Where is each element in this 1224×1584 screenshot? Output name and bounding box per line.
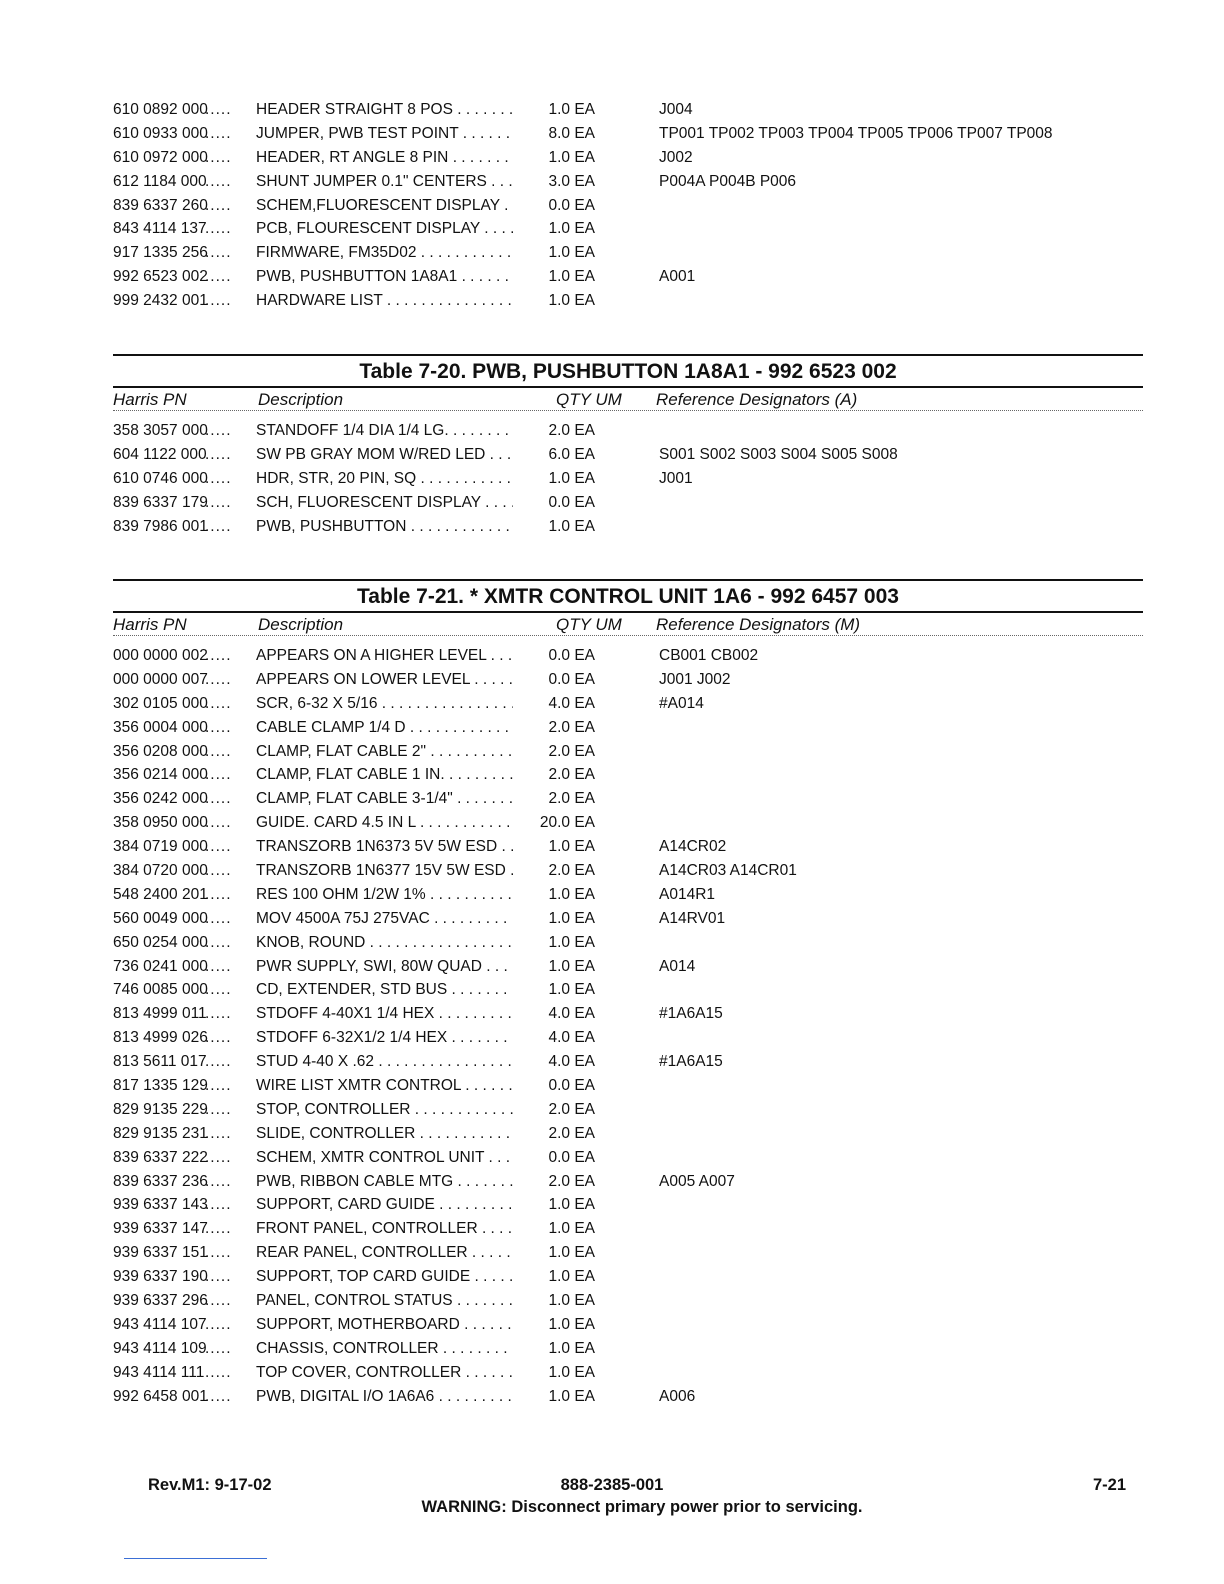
table-7-21-rows (113, 644, 1143, 1409)
table-row (113, 1146, 1143, 1170)
leader-dots: ..... (205, 124, 232, 142)
part-number: 813 5611 017 (113, 1053, 207, 1071)
reference-designators: #A014 (659, 694, 704, 712)
quantity-unit: 1.0 EA (513, 835, 595, 859)
part-number: 650 0254 000 (113, 933, 208, 951)
part-description: SUPPORT, MOTHERBOARD . . . (256, 1313, 546, 1337)
leader-dots: ..... (205, 1124, 232, 1142)
part-description: STUD 4-40 X .62 . . . (256, 1050, 546, 1074)
leader-dots: ..... (205, 1077, 232, 1095)
table-row (113, 515, 1143, 539)
leader-dots: ..... (205, 1315, 232, 1333)
safety-warning: WARNING: Disconnect primary power prior to servicing. (421, 1498, 863, 1516)
part-number: 610 0972 000 (113, 148, 208, 166)
table-row (113, 491, 1143, 515)
part-number: 917 1335 256 (113, 244, 208, 262)
quantity-unit: 0.0 EA (513, 194, 595, 218)
table-row (113, 1050, 1143, 1074)
part-number: 000 0000 007 (113, 670, 208, 688)
column-header-reference-designators: Reference Designators (A) (656, 390, 858, 409)
part-description: SCH, FLUORESCENT DISPLAY . . . (256, 491, 546, 515)
quantity-unit: 1.0 EA (513, 217, 595, 241)
leader-dots: ..... (205, 933, 232, 951)
part-description: FRONT PANEL, CONTROLLER . . . (256, 1217, 546, 1241)
quantity-unit: 1.0 EA (513, 907, 595, 931)
table-row (113, 931, 1143, 955)
table-row (113, 763, 1143, 787)
quantity-unit: 1.0 EA (513, 467, 595, 491)
table-row (113, 170, 1143, 194)
reference-designators: #1A6A15 (659, 1005, 723, 1023)
leader-dots: ..... (205, 790, 232, 808)
part-description: CHASSIS, CONTROLLER . . . (256, 1337, 546, 1361)
part-number: 817 1335 129 (113, 1077, 208, 1095)
table-row (113, 859, 1143, 883)
part-number: 358 0950 000 (113, 814, 208, 832)
part-number: 356 0208 000 (113, 742, 208, 760)
table-row (113, 1122, 1143, 1146)
leader-dots: ..... (205, 694, 232, 712)
table-row (113, 1002, 1143, 1026)
leader-dots: ..... (205, 1268, 232, 1286)
quantity-unit: 3.0 EA (513, 170, 595, 194)
part-description: HEADER STRAIGHT 8 POS . . . (256, 98, 546, 122)
part-description: SCHEM,FLUORESCENT DISPLAY . . . (256, 194, 546, 218)
quantity-unit: 1.0 EA (513, 1193, 595, 1217)
table-row (113, 419, 1143, 443)
table-7-20-header (113, 354, 1143, 411)
leader-dots: ..... (205, 1339, 232, 1357)
reference-designators: A014R1 (659, 885, 716, 903)
part-number: 000 0000 002 (113, 647, 208, 664)
part-description: RES 100 OHM 1/2W 1% . . . (256, 883, 546, 907)
leader-dots: ..... (205, 445, 232, 463)
reference-designators: CB001 CB002 (659, 647, 759, 664)
table-row (113, 716, 1143, 740)
part-number: 302 0105 000 (113, 694, 208, 712)
reference-designators: A014 (659, 957, 696, 975)
leader-dots: ..... (205, 838, 232, 856)
leader-dots: ..... (205, 670, 232, 688)
part-description: STANDOFF 1/4 DIA 1/4 LG. . . . (256, 419, 546, 443)
table-row (113, 1337, 1143, 1361)
quantity-unit: 1.0 EA (513, 1217, 595, 1241)
part-description: HEADER, RT ANGLE 8 PIN . . . (256, 146, 546, 170)
part-description: CD, EXTENDER, STD BUS . . . (256, 978, 546, 1002)
reference-designators: S001 S002 S003 S004 S005 S008 (659, 445, 898, 463)
part-description: SUPPORT, TOP CARD GUIDE . . . (256, 1265, 546, 1289)
quantity-unit: 1.0 EA (513, 1265, 595, 1289)
reference-designators: P004A P004B P006 (659, 172, 797, 190)
table-row (113, 740, 1143, 764)
leader-dots: ..... (205, 196, 232, 214)
leader-dots: ..... (205, 1244, 232, 1262)
leader-dots: ..... (205, 172, 232, 190)
table-row (113, 122, 1143, 146)
part-description: PCB, FLOURESCENT DISPLAY . . . (256, 217, 546, 241)
table-row (113, 787, 1143, 811)
quantity-unit: 4.0 EA (513, 1002, 595, 1026)
leader-dots: ..... (205, 885, 232, 903)
quantity-unit: 6.0 EA (513, 443, 595, 467)
part-number: 992 6458 001 (113, 1387, 208, 1405)
page-number: 7-21 (1093, 1476, 1127, 1494)
revision-label: Rev.M1: 9-17-02 (148, 1476, 272, 1494)
leader-dots: ..... (205, 148, 232, 166)
reference-designators: A14CR02 (659, 838, 727, 856)
leader-dots: ..... (205, 1220, 232, 1238)
part-number: 356 0242 000 (113, 790, 208, 808)
leader-dots: ..... (205, 220, 232, 238)
table-row (113, 146, 1143, 170)
part-description: SUPPORT, CARD GUIDE . . . (256, 1193, 546, 1217)
part-description: PWB, PUSHBUTTON 1A8A1 . . . (256, 265, 546, 289)
leader-dots: ..... (205, 1100, 232, 1118)
leader-dots: ..... (205, 647, 232, 664)
leader-dots: ..... (205, 909, 232, 927)
part-description: JUMPER, PWB TEST POINT . . . (256, 122, 546, 146)
part-number: 610 0892 000 (113, 101, 208, 118)
quantity-unit: 1.0 EA (513, 265, 595, 289)
quantity-unit: 0.0 EA (513, 644, 595, 668)
leader-dots: ..... (205, 292, 232, 310)
column-header-qty-um: QTY UM (556, 390, 622, 409)
table-7-21-header (113, 579, 1143, 636)
reference-designators: #1A6A15 (659, 1053, 723, 1071)
part-number: 843 4114 137 (113, 220, 207, 238)
quantity-unit: 1.0 EA (513, 883, 595, 907)
table-row (113, 811, 1143, 835)
quantity-unit: 2.0 EA (513, 1098, 595, 1122)
table-row (113, 978, 1143, 1002)
leader-dots: ..... (205, 1292, 232, 1310)
quantity-unit: 4.0 EA (513, 692, 595, 716)
reference-designators: J001 J002 (659, 670, 731, 688)
quantity-unit: 1.0 EA (513, 1241, 595, 1265)
quantity-unit: 8.0 EA (513, 122, 595, 146)
leader-dots: ..... (205, 1053, 232, 1071)
leader-dots: ..... (205, 422, 232, 439)
part-number: 839 6337 222 (113, 1148, 208, 1166)
part-description: CLAMP, FLAT CABLE 1 IN. . . . (256, 763, 546, 787)
part-number: 943 4114 107 (113, 1315, 207, 1333)
column-header-reference-designators: Reference Designators (M) (656, 615, 861, 634)
part-number: 746 0085 000 (113, 981, 208, 999)
reference-designators: A14CR03 A14CR01 (659, 862, 797, 880)
footnote-rule (124, 1558, 267, 1559)
quantity-unit: 2.0 EA (513, 763, 595, 787)
quantity-unit: 1.0 EA (513, 241, 595, 265)
part-description: SW PB GRAY MOM W/RED LED . . . (256, 443, 546, 467)
part-description: TRANSZORB 1N6377 15V 5W ESD . . . (256, 859, 546, 883)
part-number: 939 6337 147 (113, 1220, 208, 1238)
part-description: REAR PANEL, CONTROLLER . . . (256, 1241, 546, 1265)
table-7-21-title: Table 7-21. * XMTR CONTROL UNIT 1A6 - 992 6457 003 (357, 585, 899, 608)
table-row (113, 1074, 1143, 1098)
part-number: 839 6337 260 (113, 196, 208, 214)
quantity-unit: 1.0 EA (513, 955, 595, 979)
table-row (113, 1361, 1143, 1385)
leader-dots: ..... (205, 268, 232, 286)
part-description: MOV 4500A 75J 275VAC . . . (256, 907, 546, 931)
part-description: PWB, RIBBON CABLE MTG . . . (256, 1170, 546, 1194)
quantity-unit: 1.0 EA (513, 1385, 595, 1409)
part-number: 829 9135 231 (113, 1124, 208, 1142)
leader-dots: ..... (205, 1148, 232, 1166)
leader-dots: ..... (205, 1196, 232, 1214)
part-description: FIRMWARE, FM35D02 . . . (256, 241, 546, 265)
part-number: 358 3057 000 (113, 422, 208, 439)
part-description: PWB, DIGITAL I/O 1A6A6 . . . (256, 1385, 546, 1409)
column-header-description: Description (258, 615, 344, 634)
table-row (113, 1265, 1143, 1289)
quantity-unit: 2.0 EA (513, 716, 595, 740)
part-number: 813 4999 011 (113, 1005, 207, 1023)
part-description: SHUNT JUMPER 0.1" CENTERS . . . (256, 170, 546, 194)
table-row (113, 1098, 1143, 1122)
part-number: 560 0049 000 (113, 909, 208, 927)
quantity-unit: 2.0 EA (513, 859, 595, 883)
table-7-20-title: Table 7-20. PWB, PUSHBUTTON 1A8A1 - 992 6523 002 (359, 360, 897, 383)
quantity-unit: 0.0 EA (513, 1074, 595, 1098)
column-header-qty-um: QTY UM (556, 615, 622, 634)
part-number: 610 0933 000 (113, 124, 208, 142)
reference-designators: TP001 TP002 TP003 TP004 TP005 TP006 TP007 TP008 (659, 124, 1053, 142)
table-7-21-column-headers (113, 613, 1143, 636)
part-number: 939 6337 296 (113, 1292, 208, 1310)
part-number: 943 4114 109 (113, 1339, 207, 1357)
part-number: 939 6337 143 (113, 1196, 208, 1214)
part-description: PANEL, CONTROL STATUS . . . (256, 1289, 546, 1313)
table-row (113, 1385, 1143, 1409)
quantity-unit: 2.0 EA (513, 1122, 595, 1146)
table-row (113, 98, 1143, 122)
table-row (113, 443, 1143, 467)
part-description: CLAMP, FLAT CABLE 3-1/4" . . . (256, 787, 546, 811)
part-description: WIRE LIST XMTR CONTROL . . . (256, 1074, 546, 1098)
leader-dots: ..... (205, 766, 232, 784)
part-number: 939 6337 190 (113, 1268, 208, 1286)
table-row (113, 1313, 1143, 1337)
leader-dots: ..... (205, 469, 232, 487)
table-row (113, 241, 1143, 265)
quantity-unit: 1.0 EA (513, 289, 595, 313)
leader-dots: ..... (205, 101, 232, 118)
reference-designators: A006 (659, 1387, 696, 1405)
part-description: PWB, PUSHBUTTON . . . (256, 515, 546, 539)
leader-dots: ..... (205, 517, 232, 535)
part-description: KNOB, ROUND . . . (256, 931, 546, 955)
reference-designators: J002 (659, 148, 693, 166)
table-row (113, 265, 1143, 289)
table-row (113, 1170, 1143, 1194)
part-description: GUIDE. CARD 4.5 IN L . . . (256, 811, 546, 835)
table-row (113, 955, 1143, 979)
part-description: CABLE CLAMP 1/4 D . . . (256, 716, 546, 740)
table-row (113, 883, 1143, 907)
part-number: 829 9135 229 (113, 1100, 208, 1118)
leader-dots: ..... (205, 814, 232, 832)
part-description: HDR, STR, 20 PIN, SQ . . . (256, 467, 546, 491)
part-number: 356 0214 000 (113, 766, 208, 784)
table-row (113, 194, 1143, 218)
column-header-description: Description (258, 390, 344, 409)
quantity-unit: 2.0 EA (513, 787, 595, 811)
part-number: 939 6337 151 (113, 1244, 208, 1262)
part-description: CLAMP, FLAT CABLE 2" . . . (256, 740, 546, 764)
part-number: 384 0720 000 (113, 862, 208, 880)
quantity-unit: 1.0 EA (513, 931, 595, 955)
table-row (113, 1241, 1143, 1265)
table-row (113, 907, 1143, 931)
table-row (113, 1289, 1143, 1313)
part-number: 839 6337 179 (113, 493, 208, 511)
part-number: 839 6337 236 (113, 1172, 208, 1190)
leader-dots: ..... (205, 1029, 232, 1047)
quantity-unit: 1.0 EA (513, 1289, 595, 1313)
reference-designators: A005 A007 (659, 1172, 735, 1190)
leader-dots: ..... (205, 1363, 232, 1381)
quantity-unit: 1.0 EA (513, 146, 595, 170)
reference-designators: A001 (659, 268, 696, 286)
leader-dots: ..... (205, 1387, 232, 1405)
quantity-unit: 0.0 EA (513, 1146, 595, 1170)
leader-dots: ..... (205, 244, 232, 262)
table-7-20-column-headers (113, 388, 1143, 411)
part-number: 610 0746 000 (113, 469, 208, 487)
continued-parts-list (113, 98, 1143, 313)
part-number: 612 1184 000 (113, 172, 207, 190)
part-number: 943 4114 111 (113, 1363, 205, 1381)
part-description: SCHEM, XMTR CONTROL UNIT . . . (256, 1146, 546, 1170)
part-description: APPEARS ON LOWER LEVEL . . . (256, 668, 546, 692)
part-description: HARDWARE LIST . . . (256, 289, 546, 313)
part-description: STOP, CONTROLLER . . . (256, 1098, 546, 1122)
quantity-unit: 1.0 EA (513, 1361, 595, 1385)
part-description: STDOFF 6-32X1/2 1/4 HEX . . . (256, 1026, 546, 1050)
part-number: 548 2400 201 (113, 885, 208, 903)
quantity-unit: 2.0 EA (513, 740, 595, 764)
table-row (113, 644, 1143, 668)
column-header-harris-pn: Harris PN (113, 615, 187, 634)
table-row (113, 668, 1143, 692)
column-header-harris-pn: Harris PN (113, 390, 187, 409)
part-number: 999 2432 001 (113, 292, 208, 310)
part-description: APPEARS ON A HIGHER LEVEL . . . (256, 644, 546, 668)
table-row (113, 1217, 1143, 1241)
table-row (113, 217, 1143, 241)
table-row (113, 289, 1143, 313)
quantity-unit: 1.0 EA (513, 1337, 595, 1361)
leader-dots: ..... (205, 957, 232, 975)
part-number: 356 0004 000 (113, 718, 208, 736)
table-row (113, 1026, 1143, 1050)
quantity-unit: 0.0 EA (513, 491, 595, 515)
reference-designators: J001 (659, 469, 693, 487)
table-row (113, 692, 1143, 716)
part-description: PWR SUPPLY, SWI, 80W QUAD . . . (256, 955, 546, 979)
reference-designators: A14RV01 (659, 909, 726, 927)
quantity-unit: 0.0 EA (513, 668, 595, 692)
quantity-unit: 4.0 EA (513, 1050, 595, 1074)
leader-dots: ..... (205, 1005, 232, 1023)
leader-dots: ..... (205, 493, 232, 511)
part-description: TOP COVER, CONTROLLER . . . (256, 1361, 546, 1385)
table-row (113, 1193, 1143, 1217)
part-number: 813 4999 026 (113, 1029, 208, 1047)
leader-dots: ..... (205, 981, 232, 999)
quantity-unit: 20.0 EA (513, 811, 595, 835)
leader-dots: ..... (205, 718, 232, 736)
leader-dots: ..... (205, 742, 232, 760)
part-description: SCR, 6-32 X 5/16 . . . (256, 692, 546, 716)
quantity-unit: 2.0 EA (513, 1170, 595, 1194)
part-number: 839 7986 001 (113, 517, 208, 535)
document-number: 888-2385-001 (560, 1476, 664, 1494)
reference-designators: J004 (659, 101, 693, 118)
quantity-unit: 1.0 EA (513, 1313, 595, 1337)
table-row (113, 467, 1143, 491)
quantity-unit: 1.0 EA (513, 98, 595, 122)
leader-dots: ..... (205, 862, 232, 880)
quantity-unit: 1.0 EA (513, 978, 595, 1002)
part-number: 604 1122 000 (113, 445, 207, 463)
part-number: 992 6523 002 (113, 268, 208, 286)
part-description: TRANSZORB 1N6373 5V 5W ESD . . . (256, 835, 546, 859)
leader-dots: ..... (205, 1172, 232, 1190)
part-description: SLIDE, CONTROLLER . . . (256, 1122, 546, 1146)
part-number: 384 0719 000 (113, 838, 208, 856)
quantity-unit: 1.0 EA (513, 515, 595, 539)
quantity-unit: 4.0 EA (513, 1026, 595, 1050)
table-7-20-rows (113, 419, 1143, 538)
table-row (113, 835, 1143, 859)
quantity-unit: 2.0 EA (513, 419, 595, 443)
part-number: 736 0241 000 (113, 957, 208, 975)
part-description: STDOFF 4-40X1 1/4 HEX . . . (256, 1002, 546, 1026)
